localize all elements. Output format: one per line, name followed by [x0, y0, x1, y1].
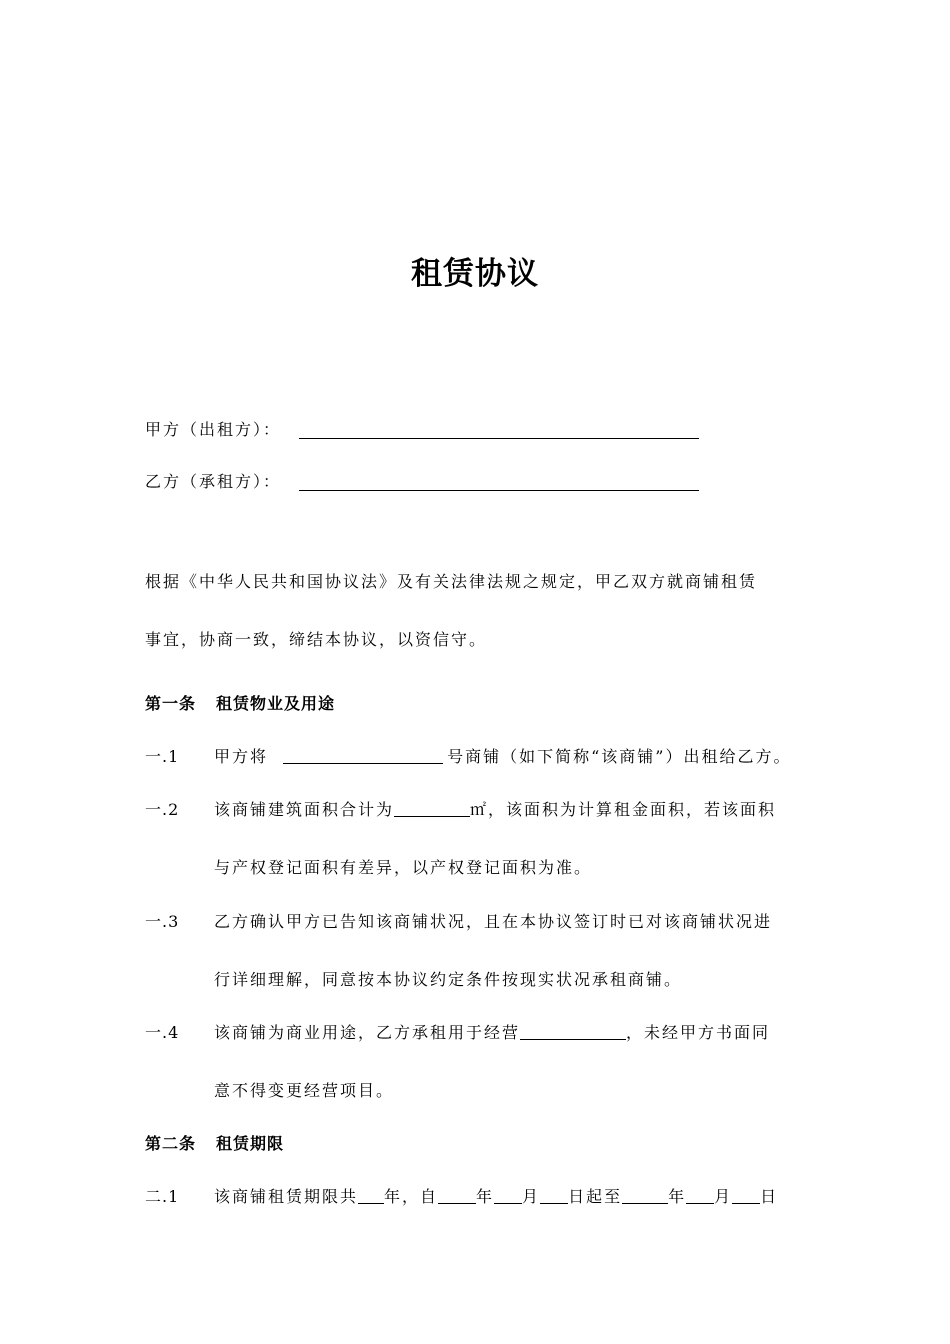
- document-title: 租赁协议: [411, 256, 539, 292]
- party-b-blank[interactable]: [299, 470, 699, 491]
- preamble-line-1: 根据《中华人民共和国协议法》及有关法律法规之规定，甲乙双方就商铺租赁: [145, 572, 758, 591]
- clause-1-1-text-post: 号商铺（如下简称“该商铺”）出租给乙方。: [447, 747, 792, 766]
- party-a-label: 甲方（出租方）：: [145, 420, 282, 439]
- clause-1-4-text-post: ，未经甲方书面同: [626, 1023, 771, 1042]
- clause-2-1-number: 二.1: [145, 1187, 180, 1206]
- party-a-blank[interactable]: [299, 418, 699, 439]
- clause-2-1-text-6: 年: [668, 1187, 687, 1206]
- area-blank[interactable]: [394, 800, 470, 817]
- business-scope-blank[interactable]: [520, 1023, 626, 1040]
- end-month-blank[interactable]: [686, 1187, 714, 1204]
- clause-1-2: [214, 798, 776, 822]
- clause-1-4-text-pre: 该商铺为商业用途，乙方承租用于经营: [214, 1023, 521, 1042]
- clause-1-1-text-pre: 甲方将: [214, 747, 269, 766]
- clause-1-4-line-2: 意不得变更经营项目。: [214, 1081, 395, 1100]
- clause-1-2-text-pre: 该商铺建筑面积合计为: [214, 800, 395, 819]
- article-2-number: 第二条: [145, 1134, 197, 1153]
- article-2-title: 租赁期限: [216, 1134, 285, 1153]
- article-1-number: 第一条: [145, 694, 197, 713]
- shop-number-blank[interactable]: [283, 747, 443, 764]
- party-b-label: 乙方（承租方）：: [145, 472, 282, 491]
- clause-1-4: [214, 1021, 770, 1045]
- clause-2-1-text-8: 日: [760, 1187, 779, 1206]
- article-1-heading: [145, 692, 335, 716]
- clause-1-2-number: 一.2: [145, 800, 180, 819]
- clause-1-1: [214, 745, 791, 769]
- clause-1-2-line-2: 与产权登记面积有差异，以产权登记面积为准。: [214, 858, 593, 877]
- end-day-blank[interactable]: [732, 1187, 760, 1204]
- clause-2-1-text-3: 年: [476, 1187, 495, 1206]
- clause-1-2-text-post: ㎡，该面积为计算租金面积，若该面积: [470, 800, 777, 819]
- clause-2-1-text-2: 年，自: [384, 1187, 439, 1206]
- start-day-blank[interactable]: [540, 1187, 568, 1204]
- clause-2-1: [214, 1185, 778, 1209]
- clause-1-1-number: 一.1: [145, 747, 180, 766]
- term-years-blank[interactable]: [358, 1187, 384, 1204]
- clause-2-1-text-1: 该商铺租赁期限共: [214, 1187, 359, 1206]
- end-year-blank[interactable]: [622, 1187, 668, 1204]
- preamble-line-2: 事宜，协商一致，缔结本协议，以资信守。: [145, 630, 488, 649]
- clause-2-1-text-7: 月: [714, 1187, 733, 1206]
- clause-2-1-text-4: 月: [522, 1187, 541, 1206]
- start-month-blank[interactable]: [494, 1187, 522, 1204]
- clause-1-3-number: 一.3: [145, 912, 180, 931]
- clause-1-3-line-1: 乙方确认甲方已告知该商铺状况，且在本协议签订时已对该商铺状况进: [214, 912, 773, 931]
- article-1-title: 租赁物业及用途: [216, 694, 336, 713]
- clause-2-1-text-5: 日起至: [568, 1187, 623, 1206]
- article-2-heading: [145, 1132, 284, 1156]
- clause-1-3-line-2: 行详细理解，同意按本协议约定条件按现实状况承租商铺。: [214, 970, 683, 989]
- start-year-blank[interactable]: [438, 1187, 476, 1204]
- clause-1-4-number: 一.4: [145, 1023, 180, 1042]
